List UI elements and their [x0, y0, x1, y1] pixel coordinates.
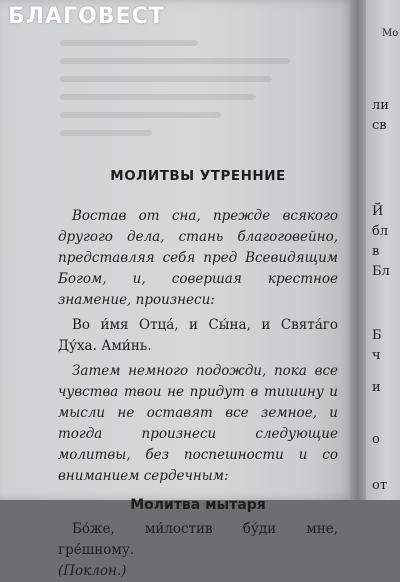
facing-page-fragment: Й [372, 204, 384, 219]
prayer-title: Молитва мытаря [130, 497, 266, 513]
watermark-logo: БЛАГОВЕСТ [8, 4, 165, 29]
facing-page-fragment: Мо [382, 28, 399, 39]
instruction-paragraph: Затем немного подожди, пока все чувства твои не придут в тишину и мысли не оставят все земное, и тогда произнеси следующие молитвы, без поспешности и со вниманием сердечным: [58, 363, 338, 484]
facing-page-fragment: и [372, 380, 381, 395]
show-through-text [60, 40, 290, 150]
facing-page-fragment: Бл [372, 264, 390, 279]
facing-page-fragment: от [372, 478, 388, 493]
facing-page-fragment: о [372, 432, 380, 447]
section-heading: МОЛИТВЫ УТРЕННИЕ [110, 168, 286, 184]
facing-page-fragment: Б [372, 328, 382, 343]
facing-page-fragment: ли [372, 98, 389, 113]
prayer-text: Бо́же, ми́лостив бу́ди мне, гре́шному. [58, 521, 338, 558]
invocation-paragraph: Во и́мя Отца́, и Сы́на, и Свята́го Ду́ха. Ами́нь. [58, 317, 338, 354]
prayer-note: (Поклон.) [58, 563, 127, 579]
facing-page-fragment: ч [372, 348, 381, 363]
facing-page-fragment: св [372, 118, 387, 133]
facing-page [366, 0, 400, 500]
facing-page-fragment: в [372, 244, 380, 259]
intro-paragraph: Востав от сна, прежде всякого другого дела, стань благоговейно, представляя себя пред Всевидящим Богом, и, совершая крестное знамение, произнеси: [58, 208, 338, 308]
facing-page-fragment: бл [372, 224, 389, 239]
page-text [58, 160, 338, 582]
